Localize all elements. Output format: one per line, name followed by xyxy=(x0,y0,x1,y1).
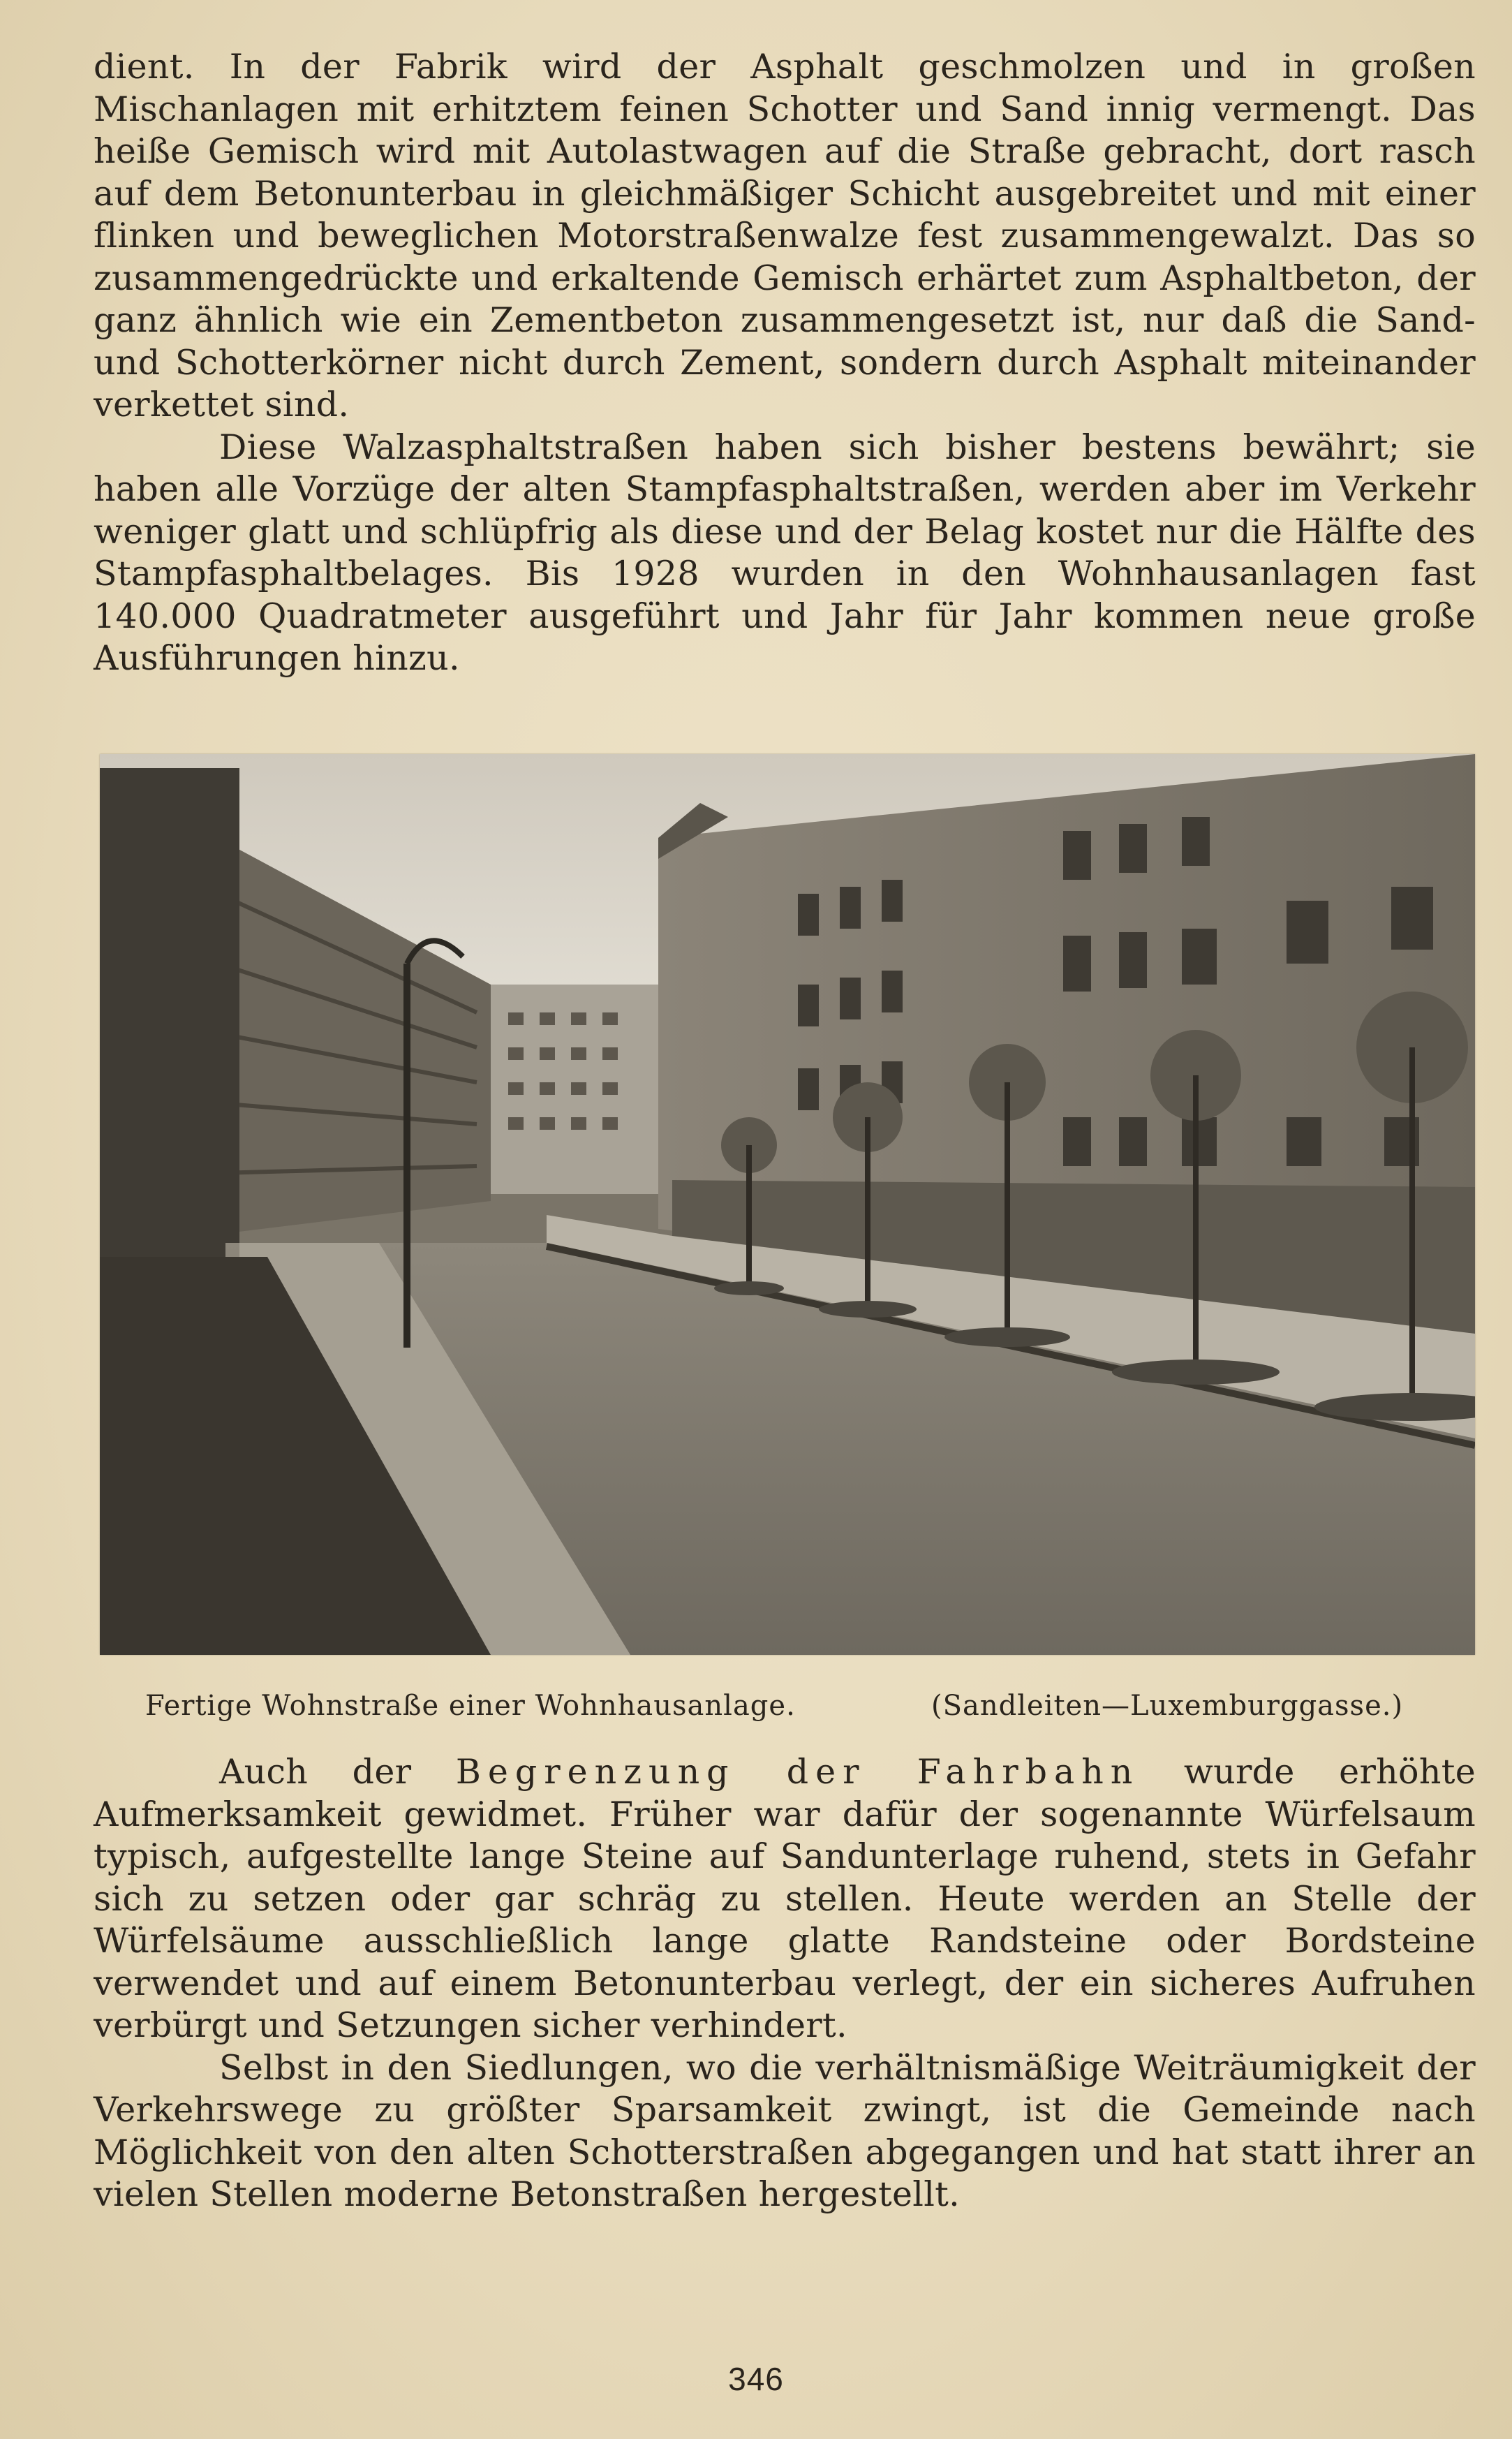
street-photograph xyxy=(100,754,1475,1655)
page-number: 346 xyxy=(728,2361,784,2397)
paragraph-2: Diese Walzasphaltstraßen haben sich bisher bestens bewährt; sie haben alle Vorzüge der alten Stampfasphaltstraßen, werden aber im Verkehr weniger glatt und schlüpfrig als diese und der Belag kostet nur die Hälfte des Stampfasphaltbelages. Bis 1928 wurden in den Wohnhausanlagen fast 140.000 Quadratmeter ausgeführt und Jahr für Jahr kommen neue große Ausführungen hinzu. xyxy=(94,427,1476,678)
photo-illustration xyxy=(100,754,1475,1655)
text-block-bottom xyxy=(94,1751,1476,2216)
paragraph-3 xyxy=(94,1751,1476,2047)
paragraph-3-rest: wurde erhöhte Aufmerksamkeit gewidmet. Früher war dafür der sogenannte Würfelsaum typisch, aufgestellte lange Steine auf Sandunterlage ruhend, stets in Gefahr sich zu setzen oder gar schräg zu stellen. Heute werden an Stelle der Würfelsäume ausschließlich lange glatte Randsteine oder Bordsteine verwendet und auf einem Betonunterbau verlegt, der ein sicheres Aufruhen verbürgt und Setzungen sicher verhindert. xyxy=(94,1752,1476,2045)
paragraph-3-lead: Auch der xyxy=(219,1752,412,1792)
paragraph-1: dient. In der Fabrik wird der Asphalt geschmolzen und in großen Mischanlagen mit erhitztem feinen Schotter und Sand innig vermengt. Das heiße Gemisch wird mit Autolastwagen auf die Straße gebracht, dort rasch auf dem Betonunterbau in gleichmäßiger Schicht ausgebreitet und mit einer flinken und beweglichen Motorstraßenwalze fest zusammengewalzt. Das so zusammengedrückte und erkaltende Gemisch erhärtet zum Asphaltbeton, der ganz ähnlich wie ein Zementbeton zusammengesetzt ist, nur daß die Sand- und Schotterkörner nicht durch Zement, sondern durch Asphalt miteinander verkettet sind. xyxy=(94,47,1476,425)
text-block-top xyxy=(94,46,1476,680)
caption-location: (Sandleiten—Luxemburggasse.) xyxy=(931,1690,1404,1722)
caption-title: Fertige Wohnstraße einer Wohnhausanlage. xyxy=(145,1690,796,1722)
paragraph-4: Selbst in den Siedlungen, wo die verhältnismäßige Weiträumigkeit der Verkehrswege zu größter Sparsamkeit zwingt, ist die Gemeinde nach Möglichkeit von den alten Schotterstraßen abgegangen und hat statt ihrer an vielen Stellen moderne Betonstraßen hergestellt. xyxy=(94,2047,1476,2214)
paragraph-3-spaced: Begrenzung der Fahrbahn xyxy=(455,1752,1140,1792)
